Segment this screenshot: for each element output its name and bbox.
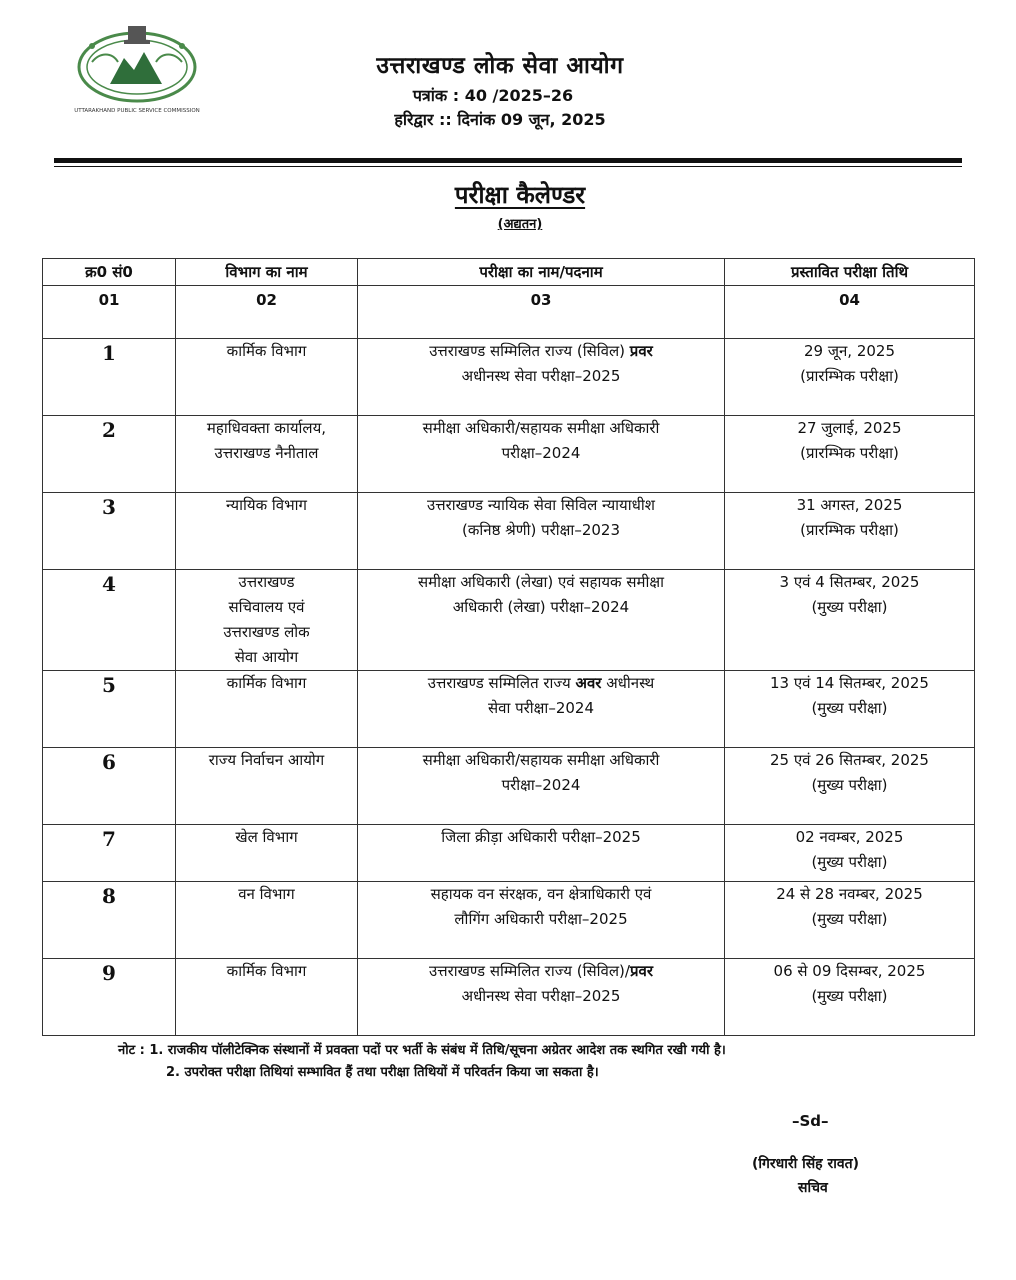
row-department (176, 416, 358, 493)
department-line: कार्मिक विभाग (226, 962, 307, 980)
exam-line (362, 671, 720, 696)
row-exam-name (358, 416, 725, 493)
exam-stage: (मुख्य परीक्षा) (811, 987, 888, 1005)
table-row (43, 570, 975, 671)
note-1: नोट : 1. राजकीय पॉलीटेक्निक संस्थानों में प्रवक्ता पदों पर भर्ती के संबंध में तिथि/सूचना अग्रेतर आदेश तक स्थगित रखी गयी है। (118, 1043, 726, 1058)
date-value: 25 एवं 26 सितम्बर, 2025 (770, 751, 929, 769)
col-number: 02 (176, 286, 358, 339)
header-rule-thin (54, 166, 962, 167)
exam-stage: (प्रारम्भिक परीक्षा) (800, 521, 899, 539)
col-number: 04 (725, 286, 975, 339)
date-value: 02 नवम्बर, 2025 (795, 828, 904, 846)
row-sno: 1 (43, 339, 176, 416)
department-line: महाधिवक्ता कार्यालय, (206, 419, 327, 437)
department-line: राज्य निर्वाचन आयोग (208, 751, 325, 769)
exam-line (362, 595, 720, 620)
exam-text: परीक्षा–2024 (501, 444, 581, 462)
exam-emphasis: अवर (575, 674, 602, 692)
exam-line (362, 984, 720, 1009)
exam-text: परीक्षा–2024 (501, 776, 581, 794)
exam-stage: (मुख्य परीक्षा) (811, 853, 888, 871)
row-sno: 4 (43, 570, 176, 671)
table-row (43, 959, 975, 1036)
header-rule-thick (54, 158, 962, 163)
org-name: उत्तराखण्ड लोक सेवा आयोग (376, 53, 624, 79)
note-2: 2. उपरोक्त परीक्षा तिथियां सम्भावित हैं तथा परीक्षा तिथियों में परिवर्तन किया जा सकता है। (166, 1065, 599, 1080)
row-exam-name (358, 882, 725, 959)
exam-text: जिला क्रीड़ा अधिकारी परीक्षा–2025 (441, 828, 641, 846)
row-department (176, 748, 358, 825)
exam-text: अधीनस्थ (601, 674, 655, 692)
department-line: उत्तराखण्ड (238, 573, 295, 591)
exam-text: उत्तराखण्ड सम्मिलित राज्य (427, 674, 576, 692)
exam-text: समीक्षा अधिकारी/सहायक समीक्षा अधिकारी (422, 419, 660, 437)
row-sno: 9 (43, 959, 176, 1036)
exam-calendar-table (42, 258, 975, 1036)
row-sno: 7 (43, 825, 176, 882)
exam-stage: (मुख्य परीक्षा) (811, 910, 888, 928)
table-row (43, 339, 975, 416)
row-sno: 8 (43, 882, 176, 959)
date-value: 06 से 09 दिसम्बर, 2025 (773, 962, 926, 980)
header-sno: क्र0 सं0 (43, 259, 176, 286)
date-value: 31 अगस्त, 2025 (796, 496, 903, 514)
exam-line (362, 825, 720, 850)
signatory-designation: सचिव (798, 1180, 828, 1196)
exam-emphasis: प्रवर (629, 962, 653, 980)
row-exam-name (358, 570, 725, 671)
date-value: 29 जून, 2025 (803, 342, 896, 360)
row-department (176, 570, 358, 671)
exam-line (362, 773, 720, 798)
department-line: उत्तराखण्ड नैनीताल (214, 444, 319, 462)
exam-text: सहायक वन संरक्षक, वन क्षेत्राधिकारी एवं (430, 885, 652, 903)
exam-stage: (मुख्य परीक्षा) (811, 598, 888, 616)
table-row (43, 416, 975, 493)
row-exam-name (358, 959, 725, 1036)
header-exam-name: परीक्षा का नाम/पदनाम (358, 259, 725, 286)
department-line: न्यायिक विभाग (226, 496, 307, 514)
row-exam-date (725, 570, 975, 671)
table-row (43, 882, 975, 959)
row-exam-name (358, 671, 725, 748)
row-sno: 5 (43, 671, 176, 748)
exam-text: समीक्षा अधिकारी/सहायक समीक्षा अधिकारी (422, 751, 660, 769)
row-sno: 3 (43, 493, 176, 570)
row-exam-date (725, 882, 975, 959)
exam-line (362, 959, 720, 984)
table-row (43, 493, 975, 570)
date-value: 13 एवं 14 सितम्बर, 2025 (770, 674, 929, 692)
department-line: उत्तराखण्ड लोक (223, 623, 310, 641)
document-subtitle: (अद्यतन) (497, 217, 543, 232)
date-value: 3 एवं 4 सितम्बर, 2025 (779, 573, 920, 591)
department-line: खेल विभाग (235, 828, 298, 846)
row-exam-name (358, 339, 725, 416)
row-department (176, 339, 358, 416)
row-exam-name (358, 825, 725, 882)
row-sno: 2 (43, 416, 176, 493)
row-department (176, 825, 358, 882)
exam-text: सेवा परीक्षा–2024 (488, 699, 594, 717)
table-row (43, 825, 975, 882)
signatory-name: (गिरधारी सिंह रावत) (752, 1156, 860, 1172)
row-exam-date (725, 493, 975, 570)
exam-line (362, 882, 720, 907)
notes-section (118, 1040, 726, 1084)
row-exam-date (725, 339, 975, 416)
header-exam-date: प्रस्तावित परीक्षा तिथि (725, 259, 975, 286)
exam-line (362, 493, 720, 518)
column-number-row (43, 286, 975, 339)
col-number: 01 (43, 286, 176, 339)
exam-stage: (मुख्य परीक्षा) (811, 699, 888, 717)
exam-text: अधीनस्थ सेवा परीक्षा–2025 (461, 987, 621, 1005)
exam-line (362, 748, 720, 773)
table-row (43, 671, 975, 748)
place-date: हरिद्वार :: दिनांक 09 जून, 2025 (394, 110, 606, 129)
department-line: वन विभाग (238, 885, 295, 903)
exam-text: उत्तराखण्ड सम्मिलित राज्य (सिविल)/ (429, 962, 630, 980)
exam-emphasis: प्रवर (629, 342, 653, 360)
header-department: विभाग का नाम (176, 259, 358, 286)
row-department (176, 959, 358, 1036)
exam-text: अधीनस्थ सेवा परीक्षा–2025 (461, 367, 621, 385)
col-number: 03 (358, 286, 725, 339)
document-title: परीक्षा कैलेण्डर (454, 181, 586, 209)
row-exam-date (725, 959, 975, 1036)
row-department (176, 493, 358, 570)
department-line: कार्मिक विभाग (226, 342, 307, 360)
date-value: 24 से 28 नवम्बर, 2025 (776, 885, 923, 903)
date-value: 27 जुलाई, 2025 (797, 419, 902, 437)
exam-stage: (मुख्य परीक्षा) (811, 776, 888, 794)
exam-text: उत्तराखण्ड सम्मिलित राज्य (सिविल) (429, 342, 630, 360)
exam-text: अधिकारी (लेखा) परीक्षा–2024 (452, 598, 630, 616)
reference-number: पत्रांक : 40 /2025–26 (412, 86, 574, 105)
exam-line (362, 339, 720, 364)
row-exam-name (358, 493, 725, 570)
department-line: कार्मिक विभाग (226, 674, 307, 692)
exam-line (362, 416, 720, 441)
exam-line (362, 907, 720, 932)
row-exam-date (725, 416, 975, 493)
row-exam-date (725, 825, 975, 882)
department-line: सचिवालय एवं (228, 598, 305, 616)
row-sno: 6 (43, 748, 176, 825)
exam-text: उत्तराखण्ड न्यायिक सेवा सिविल न्यायाधीश (427, 496, 655, 514)
table-row (43, 748, 975, 825)
exam-line (362, 696, 720, 721)
row-exam-date (725, 671, 975, 748)
row-exam-date (725, 748, 975, 825)
department-line: सेवा आयोग (234, 648, 299, 666)
exam-line (362, 518, 720, 543)
row-department (176, 882, 358, 959)
exam-text: लौगिंग अधिकारी परीक्षा–2025 (454, 910, 628, 928)
row-exam-name (358, 748, 725, 825)
row-department (176, 671, 358, 748)
logo-caption: UTTARAKHAND PUBLIC SERVICE COMMISSION (74, 108, 200, 114)
exam-stage: (प्रारम्भिक परीक्षा) (800, 367, 899, 385)
exam-text: (कनिष्ठ श्रेणी) परीक्षा–2023 (461, 521, 620, 539)
exam-line (362, 570, 720, 595)
signed-mark: –Sd– (792, 1112, 829, 1130)
exam-line (362, 441, 720, 466)
exam-line (362, 364, 720, 389)
exam-text: समीक्षा अधिकारी (लेखा) एवं सहायक समीक्षा (418, 573, 664, 591)
exam-stage: (प्रारम्भिक परीक्षा) (800, 444, 899, 462)
